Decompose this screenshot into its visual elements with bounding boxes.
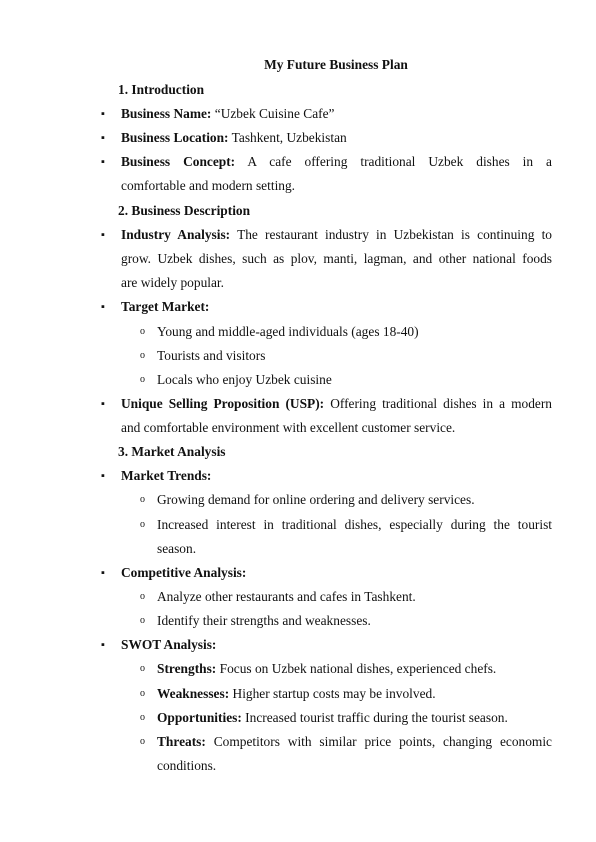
sub-bullet: o [140,350,145,361]
market-trends-label: Market Trends: [121,468,212,483]
swot-weaknesses-value: Higher startup costs may be involved. [229,686,436,701]
bullet: ▪ [101,132,105,144]
bullet: ▪ [101,398,105,410]
swot-threats-label: Threats: [157,734,206,749]
competitive-analysis-label: Competitive Analysis: [121,565,247,580]
business-name-value: “Uzbek Cuisine Cafe” [211,106,335,121]
swot-threats-line-2: conditions. [157,758,217,773]
market-trend-item-line-1: Increased interest in traditional dishes, especially during the tourist [157,517,552,532]
sub-bullet: o [140,326,145,337]
business-location-label: Business Location: [121,130,229,145]
swot-strengths-value: Focus on Uzbek national dishes, experienced chefs. [216,661,497,676]
swot-threats-text: Competitors with similar price points, changing economic [213,734,552,749]
swot-opportunities-label: Opportunities: [157,710,242,725]
competitive-item: Analyze other restaurants and cafes in Tashkent. [157,589,416,604]
business-name-label: Business Name: [121,106,212,121]
sub-bullet: o [140,519,145,530]
industry-analysis-line-3: are widely popular. [121,275,224,290]
usp-line-1 [121,396,552,412]
business-location-item [121,130,347,146]
sub-bullet: o [140,591,145,602]
swot-strengths-label: Strengths: [157,661,217,676]
section-heading-business-description: 2. Business Description [118,203,251,218]
swot-weaknesses [157,686,436,702]
target-market-item: Young and middle-aged individuals (ages 18-40) [157,324,419,339]
sub-bullet: o [140,663,145,674]
business-concept-text: A cafe offering traditional Uzbek dishes in a [247,154,552,169]
target-market-item: Tourists and visitors [157,348,266,363]
bullet: ▪ [101,639,105,651]
bullet: ▪ [101,156,105,168]
usp-label: Unique Selling Proposition (USP): [121,396,325,411]
sub-bullet: o [140,615,145,626]
section-heading-market-analysis: 3. Market Analysis [118,444,226,459]
industry-analysis-label: Industry Analysis: [121,227,231,242]
industry-analysis-line-2: grow. Uzbek dishes, such as plov, manti, lagman, and other national foods [121,251,552,266]
industry-analysis-line-1 [121,227,552,243]
swot-threats-line-1 [157,734,552,750]
business-name-item [121,106,334,122]
bullet: ▪ [101,567,105,579]
bullet: ▪ [101,301,105,313]
business-concept-label: Business Concept: [121,154,236,169]
swot-opportunities-value: Increased tourist traffic during the tourist season. [241,710,508,725]
swot-opportunities [157,710,508,726]
sub-bullet: o [140,712,145,723]
business-location-value: Tashkent, Uzbekistan [228,130,347,145]
target-market-item: Locals who enjoy Uzbek cuisine [157,372,332,387]
bullet: ▪ [101,229,105,241]
business-concept-line-1 [121,154,552,170]
market-trend-item: Growing demand for online ordering and delivery services. [157,492,475,507]
swot-weaknesses-label: Weaknesses: [157,686,230,701]
bullet: ▪ [101,470,105,482]
sub-bullet: o [140,688,145,699]
market-trend-item-line-2: season. [157,541,197,556]
sub-bullet: o [140,374,145,385]
usp-line-2: and comfortable environment with excellent customer service. [121,420,456,435]
bullet: ▪ [101,108,105,120]
target-market-label: Target Market: [121,299,210,314]
business-concept-line-2: comfortable and modern setting. [121,178,296,193]
section-heading-introduction: 1. Introduction [118,82,205,97]
industry-analysis-text: The restaurant industry in Uzbekistan is continuing to [237,227,552,242]
competitive-item: Identify their strengths and weaknesses. [157,613,371,628]
sub-bullet: o [140,494,145,505]
sub-bullet: o [140,736,145,747]
document-title: My Future Business Plan [264,57,408,72]
swot-analysis-label: SWOT Analysis: [121,637,217,652]
swot-strengths [157,661,496,677]
usp-text: Offering traditional dishes in a modern [330,396,553,411]
